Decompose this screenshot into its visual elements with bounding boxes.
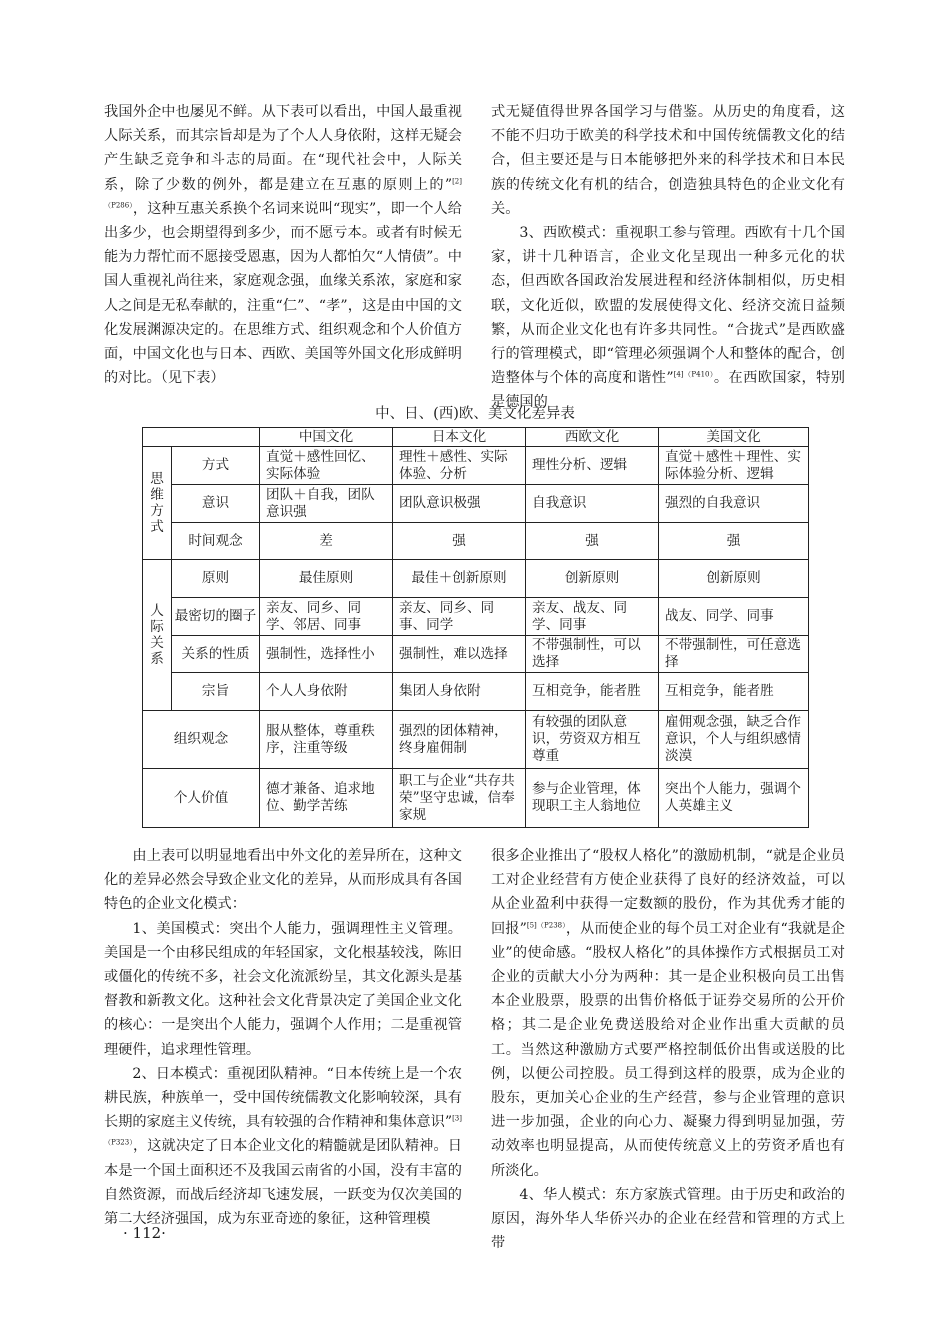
table-cell: 最佳＋创新原则: [393, 560, 526, 598]
comparison-table: [142, 427, 809, 828]
group-label-relations: 人际关系: [143, 560, 172, 711]
top-left-column: [104, 100, 462, 390]
table-cell: 互相竞争，能者胜: [659, 673, 809, 711]
page-number: · 112·: [123, 1224, 166, 1242]
citation: [2]（P286）: [104, 176, 462, 210]
paragraph: 由上表可以明显地看出中外文化的差异所在，这种文化的差异必然会导致企业文化的差异，从而形成具有各国特色的企业文化模式：: [104, 848, 462, 913]
row-label: 时间观念: [172, 523, 260, 560]
table-cell: 强烈的自我意识: [659, 485, 809, 523]
table-row: [143, 636, 809, 673]
table-cell: 最佳原则: [260, 560, 393, 598]
paragraph: 2、日本模式：重视团队精神。“日本传统上是一个农耕民族，种族单一，受中国传统儒教文化影响较深，具有长期的家庭主义传统，具有较强的合作精神和集体意识”$^{[3](P323)}$，这就决定了日本企业文化的精髓就是团队精神。日本是一个国土面积还不及我国云南省的小国，没有丰富的自然资源，而战后经济却飞速发展，一跃变为仅次美国的第二大经济强国，成为东亚奇迹的象征，这种管理模: [104, 1065, 462, 1228]
citation: [5]（P238）: [526, 920, 566, 929]
table-cell: 集团人身依附: [393, 673, 526, 711]
table-cell: 德才兼备、追求地位、勤学苦练: [260, 769, 393, 828]
paragraph: 4、华人模式：东方家族式管理。由于历史和政治的原因，海外华人华侨兴办的企业在经营和管理的方式上带: [491, 1186, 845, 1252]
table-cell: 职工与企业“共存共荣”坚守忠诚，信奉家规: [393, 769, 526, 828]
table-cell: 团队意识极强: [393, 485, 526, 523]
table-cell: 直觉＋感性回忆、实际体验: [260, 447, 393, 485]
row-label: 方式: [172, 447, 260, 485]
table-cell: 团队＋自我，团队意识强: [260, 485, 393, 523]
top-right-column: [491, 100, 845, 415]
table-cell: 互相竞争，能者胜: [526, 673, 659, 711]
header-usa: 美国文化: [659, 428, 809, 447]
paragraph: 我国外企中也屡见不鲜。从下表可以看出，中国人最重视人际关系，而其宗旨却是为了个人人身依附，这样无疑会产生缺乏竞争和斗志的局面。在“现代社会中，人际关系，除了少数的例外，都是建立在互惠的原则上的”$^{[2](P286)}$，这种互惠关系换个名词来说叫“现实”，即一个人给出多少，也会期望得到多少，而不愿亏本。或者有时候无能为力帮忙而不愿接受恩惠，因为人都怕欠“人情债”。中国人重视礼尚往来，家庭观念强，血缘关系浓，家庭和家人之间是无私奉献的，注重“仁”、“孝”，这是由中国的文化发展渊源决定的。在思维方式、组织观念和个人价值方面，中国文化也与日本、西欧、美国等外国文化形成鲜明的对比。（见下表）: [104, 104, 462, 387]
table-cell: 亲友、战友、同学、同事: [526, 598, 659, 636]
table-cell: 强制性，选择性小: [260, 636, 393, 673]
table-cell: 服从整体，尊重秩序，注重等级: [260, 711, 393, 769]
table-cell: 强: [526, 523, 659, 560]
table-title: 中、日、(西)欧、美文化差异表: [375, 406, 575, 422]
row-label: 组织观念: [143, 711, 260, 769]
paragraph: 3、西欧模式：重视职工参与管理。西欧有十几个国家，讲十几种语言，企业文化呈现出一种多元化的状态，但西欧各国政治发展进程和经济体制相似，历史相联，文化近似，欧盟的发展使得文化、经济交流日益频繁，从而企业文化也有许多共同性。“合拢式”是西欧盛行的管理模式，即“管理必须强调个人和整体的配合，创造整体与个体的高度和谐性”$^{[4](P410)}$。在西欧国家，特别是德国的: [491, 225, 845, 411]
table-cell: 强烈的团体精神，终身雇佣制: [393, 711, 526, 769]
bottom-right-column: [491, 844, 845, 1255]
row-label: 关系的性质: [172, 636, 260, 673]
table-cell: 直觉＋感性＋理性、实际体验分析、逻辑: [659, 447, 809, 485]
table-cell: 理性分析、逻辑: [526, 447, 659, 485]
table-header-row: [143, 428, 809, 447]
table-cell: 有较强的团队意识，劳资双方相互尊重: [526, 711, 659, 769]
table-cell: 不带强制性，可以选择: [526, 636, 659, 673]
paragraph: 式无疑值得世界各国学习与借鉴。从历史的角度看，这不能不归功于欧美的科学技术和中国传统儒教文化的结合，但主要还是与日本能够把外来的科学技术和日本民族的传统文化有机的结合，创造独具特色的企业文化有关。: [491, 104, 845, 217]
row-label: 最密切的圈子: [172, 598, 260, 636]
table-cell: 亲友、同乡、同学、邻居、同事: [260, 598, 393, 636]
citation: [3]（P323）: [104, 1114, 462, 1147]
table-cell: 强: [393, 523, 526, 560]
table-cell: 雇佣观念强，缺乏合作意识，个人与组织感情淡漠: [659, 711, 809, 769]
header-china: 中国文化: [260, 428, 393, 447]
table-cell: 不带强制性，可任意选择: [659, 636, 809, 673]
table-row: [143, 560, 809, 598]
header-west-europe: 西欧文化: [526, 428, 659, 447]
row-label: 意识: [172, 485, 260, 523]
bottom-left-column: [104, 844, 462, 1231]
paragraph: 1、美国模式：突出个人能力，强调理性主义管理。美国是一个由移民组成的年轻国家，文化根基较浅，陈旧或僵化的传统不多，社会文化流派纷呈，其文化源头是基督教和新教文化。这种社会文化背景决定了美国企业文化的核心：一是突出个人能力，强调个人作用；二是重视管理硬件，追求理性管理。: [104, 920, 462, 1058]
table-cell: 创新原则: [659, 560, 809, 598]
table-cell: 强制性，难以选择: [393, 636, 526, 673]
table-row: [143, 523, 809, 560]
header-corner: [143, 428, 260, 447]
paragraph: 很多企业推出了“股权人格化”的激励机制，“就是企业员工对企业经营有方使企业获得了良好的经济效益，可以从企业盈利中获得一定数额的股份，作为其优秀才能的回报”$^{[5](P238)}$，从而使企业的每个员工对企业有“我就是企业”的使命感。“股权人格化”的具体操作方式根据员工对企业的贡献大小分为两种：其一是企业积极向员工出售本企业股票，股票的出售价格低于证券交易所的公开价格；其二是企业免费送股给对企业作出重大贡献的员工。当然这种激励方式要严格控制低价出售或送股的比例，以便公司控股。员工得到这样的股票，成为企业的股东，更加关心企业的生产经营，参与企业管理的意识进一步加强，企业的向心力、凝聚力得到明显加强，劳动效率也明显提高，从而使传统意义上的劳资矛盾也有所淡化。: [491, 848, 845, 1179]
citation: [4]（P410）: [673, 370, 714, 379]
row-label: 原则: [172, 560, 260, 598]
table-row: [143, 673, 809, 711]
table-cell: 亲友、同乡、同事、同学: [393, 598, 526, 636]
table-cell: 创新原则: [526, 560, 659, 598]
table-row: [143, 598, 809, 636]
row-label: 个人价值: [143, 769, 260, 828]
group-label-thinking: 思维方式: [143, 447, 172, 560]
table-cell: 自我意识: [526, 485, 659, 523]
table-cell: 战友、同学、同事: [659, 598, 809, 636]
table-cell: 参与企业管理，体现职工主人翁地位: [526, 769, 659, 828]
table-cell: 突出个人能力，强调个人英雄主义: [659, 769, 809, 828]
table-cell: 理性＋感性、实际体验、分析: [393, 447, 526, 485]
table-row: [143, 485, 809, 523]
table-row: [143, 711, 809, 769]
table-cell: 强: [659, 523, 809, 560]
table-row: [143, 769, 809, 828]
table-cell: 差: [260, 523, 393, 560]
row-label: 宗旨: [172, 673, 260, 711]
table-cell: 个人人身依附: [260, 673, 393, 711]
header-japan: 日本文化: [393, 428, 526, 447]
table-row: [143, 447, 809, 485]
